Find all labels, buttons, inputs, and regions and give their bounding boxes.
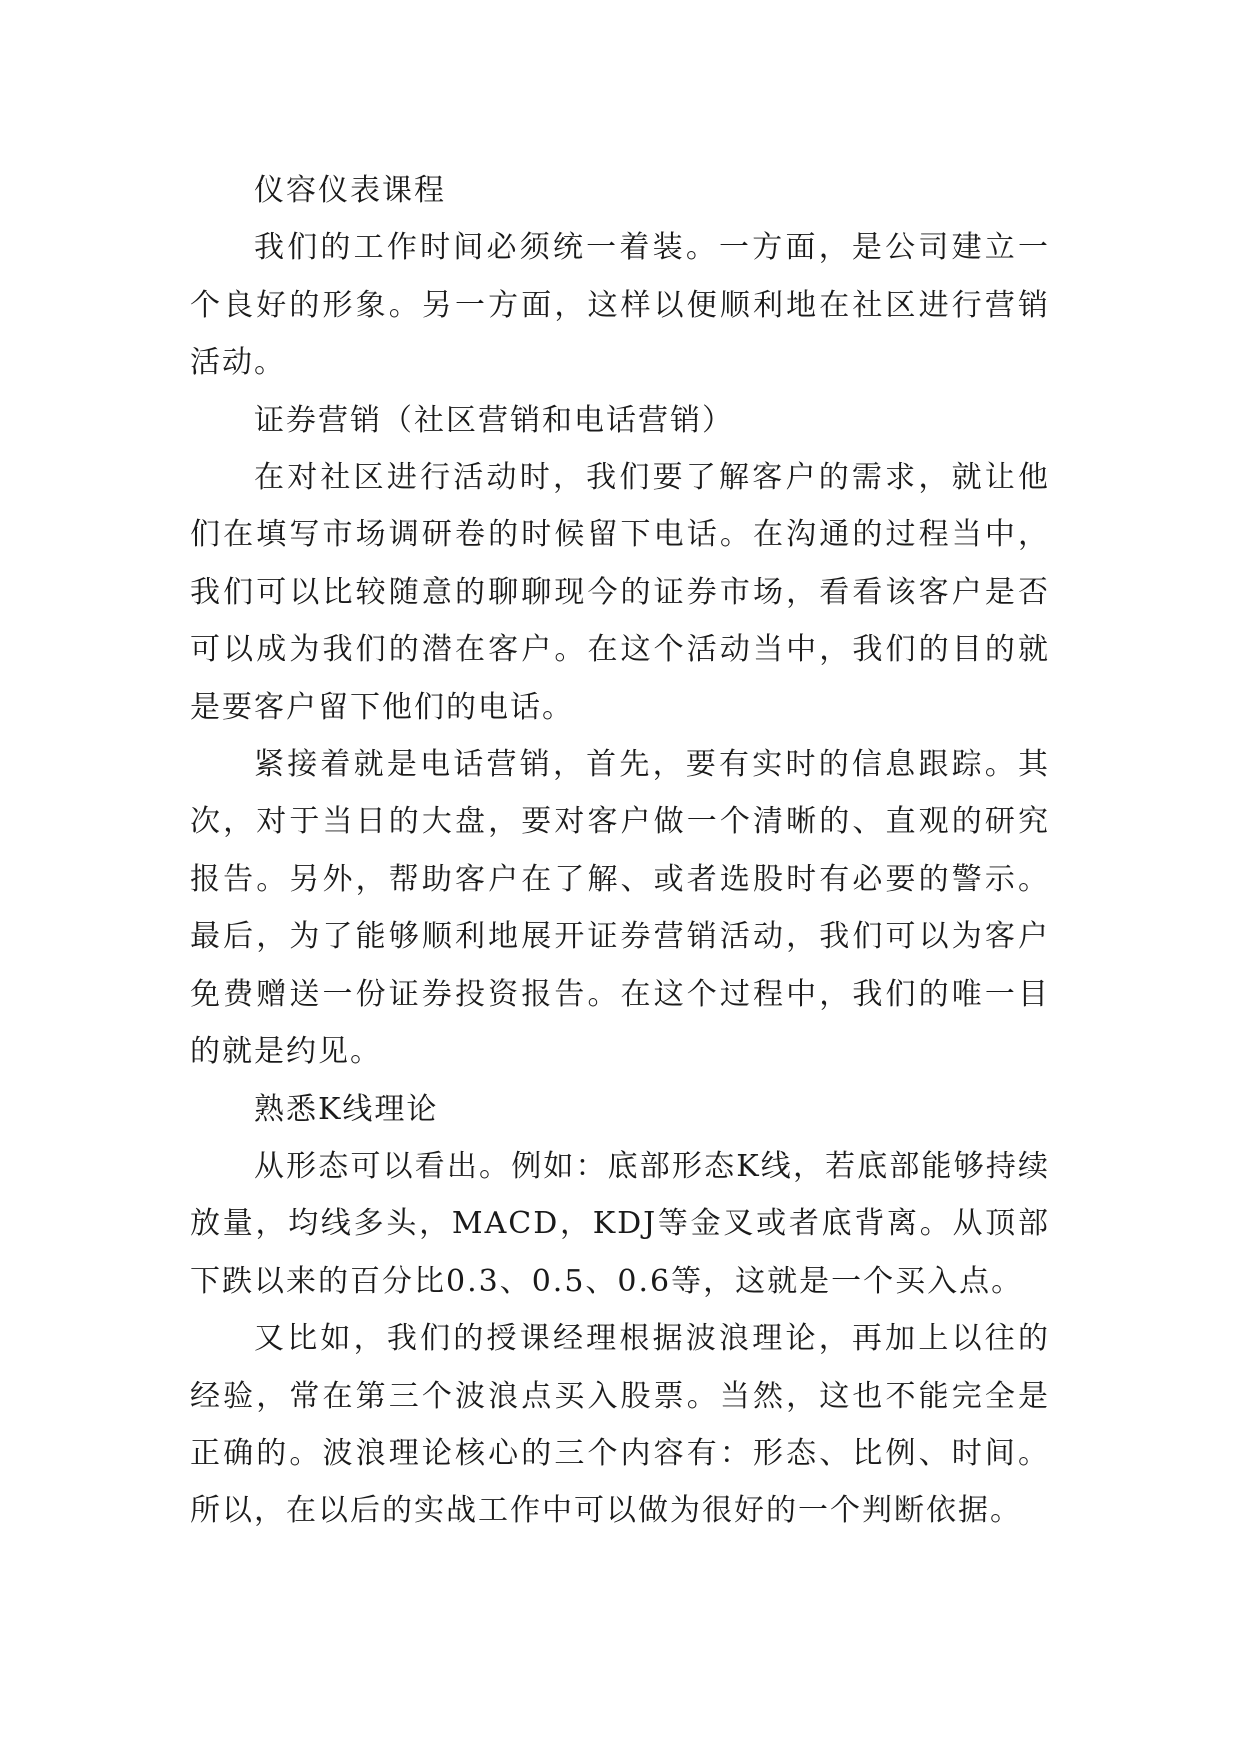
heading-securities-marketing: 证券营销（社区营销和电话营销）	[254, 402, 734, 438]
document-page	[190, 162, 1050, 1540]
heading-appearance-course: 仪容仪表课程	[254, 173, 446, 208]
paragraph-wave-theory: 又比如，我们的授课经理根据波浪理论，再加上以往的经验，常在第三个波浪点买入股票。当然，这也不能完全是正确的。波浪理论核心的三个内容有：形态、比例、时间。所以，在以后的实战工作中可以做为很好的一个判断依据。	[190, 1321, 1050, 1529]
heading-k-line-theory: 熟悉K线理论	[254, 1091, 439, 1127]
paragraph-k-line-patterns: 从形态可以看出。例如：底部形态K线，若底部能够持续放量，均线多头，MACD，KDJ等金叉或者底背离。从顶部下跌以来的百分比0.3、0.5、0.6等，这就是一个买入点。	[190, 1148, 1050, 1299]
paragraph-community-activity: 在对社区进行活动时，我们要了解客户的需求，就让他们在填写市场调研卷的时候留下电话。在沟通的过程当中，我们可以比较随意的聊聊现今的证券市场，看看该客户是否可以成为我们的潜在客户。在这个活动当中，我们的目的就是要客户留下他们的电话。	[190, 460, 1050, 725]
paragraph-uniform-dress: 我们的工作时间必须统一着装。一方面，是公司建立一个良好的形象。另一方面，这样以便顺利地在社区进行营销活动。	[190, 230, 1050, 381]
paragraph-phone-marketing: 紧接着就是电话营销，首先，要有实时的信息跟踪。其次，对于当日的大盘，要对客户做一个清晰的、直观的研究报告。另外，帮助客户在了解、或者选股时有必要的警示。最后，为了能够顺利地展开证券营销活动，我们可以为客户免费赠送一份证券投资报告。在这个过程中，我们的唯一目的就是约见。	[190, 747, 1050, 1070]
